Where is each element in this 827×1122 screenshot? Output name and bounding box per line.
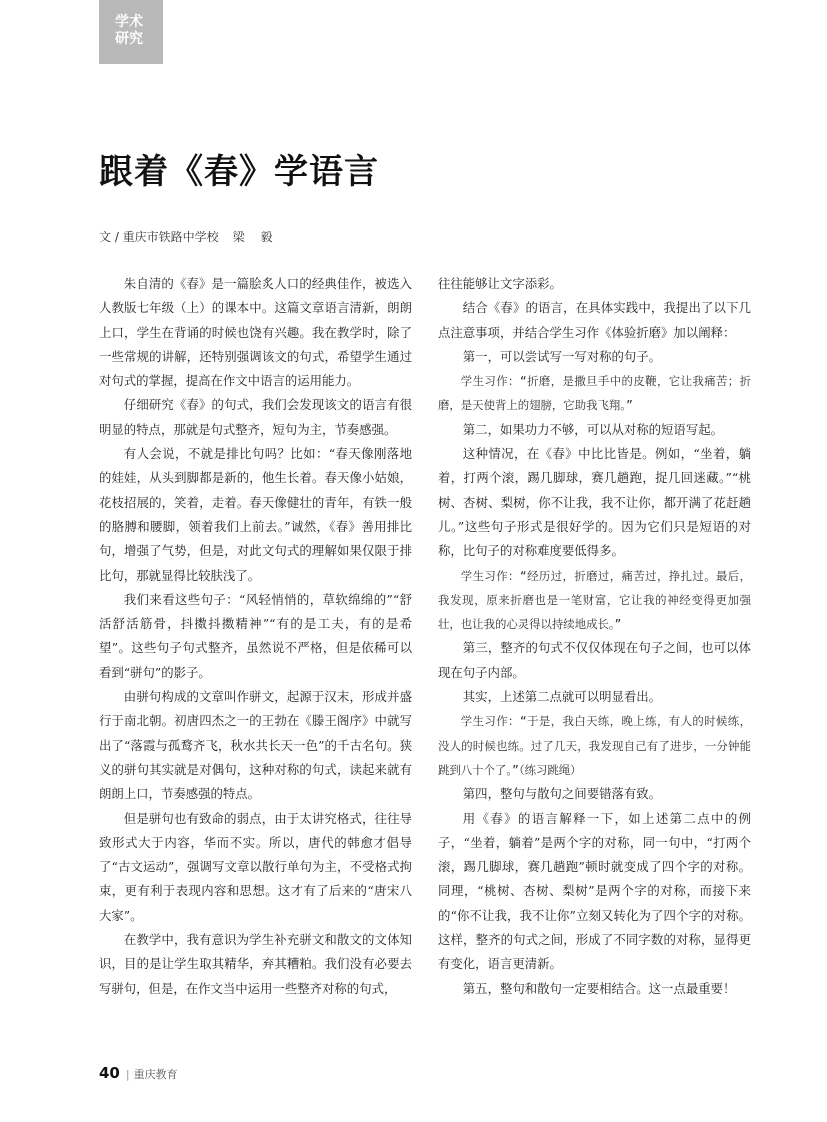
- student-excerpt: 学生习作：“折磨，是撒旦手中的皮鞭，它让我痛苦；折磨，是天使背上的翅膀，它助我飞翔。”: [438, 374, 751, 413]
- page-number: 40: [99, 1064, 120, 1082]
- byline-affiliation: 文 / 重庆市铁路中学校: [99, 230, 219, 244]
- paragraph: 第三，整齐的句式不仅仅体现在句子之间，也可以体现在句子内部。: [438, 640, 751, 680]
- article-title: 跟着《春》学语言: [99, 152, 379, 192]
- paragraph: 第五，整句和散句一定要相结合。这一点最重要！: [462, 980, 736, 996]
- paragraph: 由骈句构成的文章叫作骈文，起源于汉末，形成并盛行于南北朝。初唐四杰之一的王勃在《滕王阁序》中就写出了“落霞与孤鹜齐飞，秋水共长天一色”的千古名句。狭义的骈句其实就是对偶句，这种对称的句式，读起来就有朗朗上口，节奏感强的特点。: [99, 689, 412, 802]
- paragraph: 结合《春》的语言，在具体实践中，我提出了以下几点注意事项，并结合学生习作《体验折磨》加以阐释：: [438, 300, 751, 340]
- page-footer: [99, 1064, 178, 1082]
- journal-name: 重庆教育: [133, 1068, 178, 1081]
- section-tag-line2: 研究: [115, 31, 143, 47]
- paragraph: 用《春》的语言解释一下，如上述第二点中的例子，“坐着，躺着”是两个字的对称，同一句中，“打两个滚，踢几脚球，赛几趟跑”顿时就变成了四个字的对称。同理，“桃树、杏树、梨树”是两个字的对称，而接下来的“你不让我，我不让你”立刻又转化为了四个字的对称。这样，整齐的句式之间，形成了不同字数的对称，显得更有变化，语言更清新。: [438, 810, 751, 972]
- student-excerpt: 学生习作：“经历过，折磨过，痛苦过，挣扎过。最后，我发现，原来折磨也是一笔财富，它让我的神经变得更加强壮，也让我的心灵得以持续地成长。”: [438, 568, 751, 632]
- paragraph: 这种情况，在《春》中比比皆是。例如，“坐着，躺着，打两个滚，踢几脚球，赛几趟跑，捉几回迷藏。”“桃树、杏树、梨树，你不让我，我不让你，都开满了花赶趟儿。”这些句子形式是很好学的。因为它们只是短语的对称，比句子的对称难度要低得多。: [438, 446, 751, 559]
- left-column: [99, 272, 412, 1001]
- paragraph: 第四，整句与散句之间要错落有致。: [462, 786, 662, 802]
- paragraph: 第二，如果功力不够，可以从对称的短语写起。: [462, 421, 723, 437]
- footer-separator: |: [125, 1068, 130, 1081]
- paragraph: 其实，上述第二点就可以明显看出。: [462, 689, 662, 705]
- paragraph: 朱自清的《春》是一篇脍炙人口的经典佳作，被选入人教版七年级（上）的课本中。这篇文章语言清新，朗朗上口，学生在背诵的时候也饶有兴趣。我在教学时，除了一些常规的讲解，还特别强调该文的句式，希望学生通过对句式的掌握，提高在作文中语言的运用能力。: [99, 276, 412, 389]
- right-column: [438, 272, 751, 1001]
- student-excerpt: 学生习作：“于是，我白天练，晚上练，有人的时候练，没人的时候也练。过了几天，我发现自己有了进步，一分钟能跳到八十个了。”（练习跳绳）: [438, 714, 751, 777]
- section-tag: [99, 0, 163, 64]
- paragraph: 仔细研究《春》的句式，我们会发现该文的语言有很明显的特点，那就是句式整齐，短句为主，节奏感强。: [99, 397, 412, 437]
- byline: [99, 228, 279, 245]
- byline-author: 梁 毅: [232, 230, 279, 244]
- paragraph: 我们来看这些句子：“风轻悄悄的，草软绵绵的”“舒活舒活筋骨，抖擞抖擞精神”“有的是工夫，有的是希望”。这些句子句式整齐，虽然说不严格，但是依稀可以看到“骈句”的影子。: [99, 591, 412, 680]
- paragraph: 但是骈句也有致命的弱点，由于太讲究格式，往往导致形式大于内容，华而不实。所以，唐代的韩愈才倡导了“古文运动”，强调写文章以散行单句为主，不受格式拘束，更有利于表现内容和思想。这才有了后来的“唐宋八大家”。: [99, 810, 412, 923]
- paragraph: 往往能够让文字添彩。: [438, 276, 562, 291]
- paragraph: 在教学中，我有意识为学生补充骈文和散文的文体知识，目的是让学生取其精华，弃其糟粕。我们没有必要去写骈句，但是，在作文当中运用一些整齐对称的句式，: [99, 932, 412, 996]
- section-tag-line1: 学术: [115, 14, 143, 30]
- paragraph: 有人会说，不就是排比句吗？比如：“春天像刚落地的娃娃，从头到脚都是新的，他生长着。春天像小姑娘，花枝招展的，笑着，走着。春天像健壮的青年，有铁一般的胳膊和腰脚，领着我们上前去。”诚然，《春》善用排比句，增强了气势，但是，对此文句式的理解如果仅限于排比句，那就显得比较肤浅了。: [99, 446, 412, 583]
- paragraph: 第一，可以尝试写一写对称的句子。: [462, 348, 662, 364]
